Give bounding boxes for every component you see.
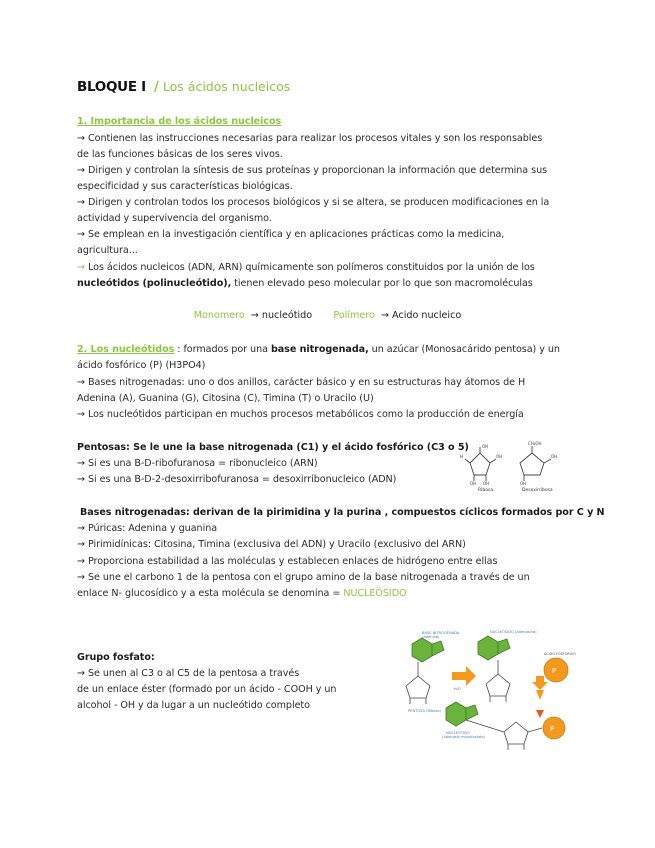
- reaction-arrow-icon: [452, 666, 476, 686]
- desoxirribosa-caption: Desoxirribosa: [522, 488, 553, 492]
- polimero-value: → Acido nucleico: [380, 310, 462, 321]
- svg-text:H: H: [460, 454, 464, 459]
- pentosas-heading: Pentosas: Se le une la base nitrogenada (C1) y el ácido fosfórico (C3 o 5): [77, 442, 469, 453]
- ribosa-caption: Ribosa: [478, 488, 494, 492]
- sec1-line-8: → Los ácidos nucleicos (ADN, ARN) químicamente son polímeros constituidos por la unión de los: [77, 262, 535, 273]
- sec1-line-5: actividad y supervivencia del organismo.: [77, 213, 272, 224]
- sec1-line-1: de las funciones básicas de los seres vivos.: [77, 149, 283, 160]
- nucleotide-formation-figure: [386, 628, 586, 764]
- sec2-line-3: → Bases nitrogenadas: uno o dos anillos, carácter básico y en su estructuras hay átomos de H: [77, 377, 526, 388]
- sec1-line-7: agricultura...: [77, 245, 138, 256]
- sec1-line-2: → Dirigen y controlan la síntesis de sus proteínas y proporcionan la información que determina sus: [77, 165, 548, 176]
- svg-text:OH: OH: [496, 454, 503, 459]
- fosfato-line-3: alcohol - OH y da lugar a un nucleótido completo: [77, 700, 310, 711]
- fosfato-heading: Grupo fosfato:: [77, 652, 155, 663]
- svg-text:NUCLEÓSIDO (Adenosina): NUCLEÓSIDO (Adenosina): [490, 630, 537, 634]
- deoxyribose-structure: [520, 441, 557, 486]
- svg-text:BASE NITROGENADA: BASE NITROGENADA: [422, 631, 460, 635]
- svg-text:CH₂OH: CH₂OH: [528, 441, 542, 446]
- svg-text:OH: OH: [483, 481, 490, 486]
- nitrogenous-base-icon: [412, 638, 444, 662]
- sec1-line-9: nucleótidos (polinucleótido), tienen elevado peso molecular por lo que son macromoléculas: [77, 278, 533, 289]
- page-title: [77, 79, 290, 95]
- svg-text:OH: OH: [470, 481, 477, 486]
- pentosas-line-2: → Si es una B-D-2-desoxirribofuranosa = desoxirribonucleico (ADN): [77, 474, 397, 485]
- fosfato-line-1: → Se unen al C3 o al C5 de la pentosa a través: [77, 668, 300, 679]
- bloque-label: BLOQUE I: [77, 79, 146, 95]
- svg-text:OH: OH: [482, 444, 489, 449]
- bases-line-5: enlace N- glucosídico y a esta molécula se denomina = NUCLEÓSIDO: [77, 588, 407, 599]
- bases-heading: Bases nitrogenadas: derivan de la pirimidina y la purina , compuestos cíclicos formados por C y N: [80, 507, 605, 518]
- phosphate-arrow-icon: [532, 676, 548, 700]
- sec1-line-4: → Dirigen y controlan todos los procesos biológicos y si se altera, se producen modificaciones en la: [77, 197, 550, 208]
- polimero-label: Polímero: [333, 310, 375, 321]
- bases-line-2: → Pirimidínicas: Citosina, Timina (exclusiva del ADN) y Uracilo (exclusivo del ARN): [77, 539, 466, 550]
- fosfato-line-2: de un enlace éster (formado por un ácido - COOH y un: [77, 684, 337, 695]
- sec1-line-6: → Se emplean en la investigación científica y en aplicaciones prácticas como la medicina,: [77, 229, 505, 240]
- svg-text:H₂O: H₂O: [454, 687, 461, 691]
- monomero-label: Monomero: [193, 310, 245, 321]
- sec1-heading: 1. Importancia de los ácidos nucleicos: [77, 116, 282, 127]
- monomero-value: → nucleótido: [250, 310, 313, 321]
- bases-line-4: → Se une el carbono 1 de la pentosa con el grupo amino de la base nitrogenada a través de un: [77, 572, 530, 583]
- pentose-icon: [406, 662, 430, 704]
- sec2-line-4: Adenina (A), Guanina (G), Citosina (C), Timina (T) o Uracilo (U): [77, 393, 374, 404]
- nucleosido-term: NUCLEÓSIDO: [343, 588, 407, 599]
- sec2-line-5: → Los nucleótidos participan en muchos procesos metabólicos como la producción de energía: [77, 409, 524, 420]
- svg-text:OH: OH: [520, 481, 527, 486]
- sec2-intro: 2. Los nucleótidos : formados por una base nitrogenada, un azúcar (Monosacárido pentosa) y un: [77, 344, 560, 355]
- svg-text:(Adenina): (Adenina): [422, 635, 440, 639]
- sec1-line-0: → Contienen las instrucciones necesarias para realizar los procesos vitales y son los responsables: [77, 133, 543, 144]
- svg-text:(Adenosín monofosfato): (Adenosín monofosfato): [442, 735, 486, 739]
- svg-text:P: P: [550, 725, 555, 733]
- title-separator: /: [154, 80, 159, 95]
- monomer-polymer-line: [0, 310, 655, 321]
- ribose-structure: [460, 444, 502, 486]
- svg-text:NUCLEÓTIDO: NUCLEÓTIDO: [446, 731, 470, 735]
- svg-text:ÁCIDO FOSFÓRICO: ÁCIDO FOSFÓRICO: [544, 652, 576, 656]
- pentose-structures-figure: [458, 438, 568, 492]
- svg-text:P: P: [552, 667, 557, 675]
- bases-line-1: → Púricas: Adenina y guanina: [77, 523, 218, 534]
- sec1-line-3: especificidad y sus características biológicas.: [77, 181, 293, 192]
- sec2-heading: 2. Los nucleótidos: [77, 344, 175, 355]
- bases-line-3: → Proporciona estabilidad a las moléculas y establecen enlaces de hidrógeno entre ellas: [77, 556, 498, 567]
- title-subtitle: Los ácidos nucleicos: [162, 79, 291, 94]
- sec2-line-2: ácido fosfórico (P) (H3PO4): [77, 360, 206, 371]
- phosphate-icon: [544, 658, 568, 682]
- svg-text:PENTOSA (Ribosa): PENTOSA (Ribosa): [408, 709, 441, 713]
- pentosas-line-1: → Si es una B-D-ribofuranosa = ribonucleico (ARN): [77, 458, 318, 469]
- svg-text:OH: OH: [551, 454, 558, 459]
